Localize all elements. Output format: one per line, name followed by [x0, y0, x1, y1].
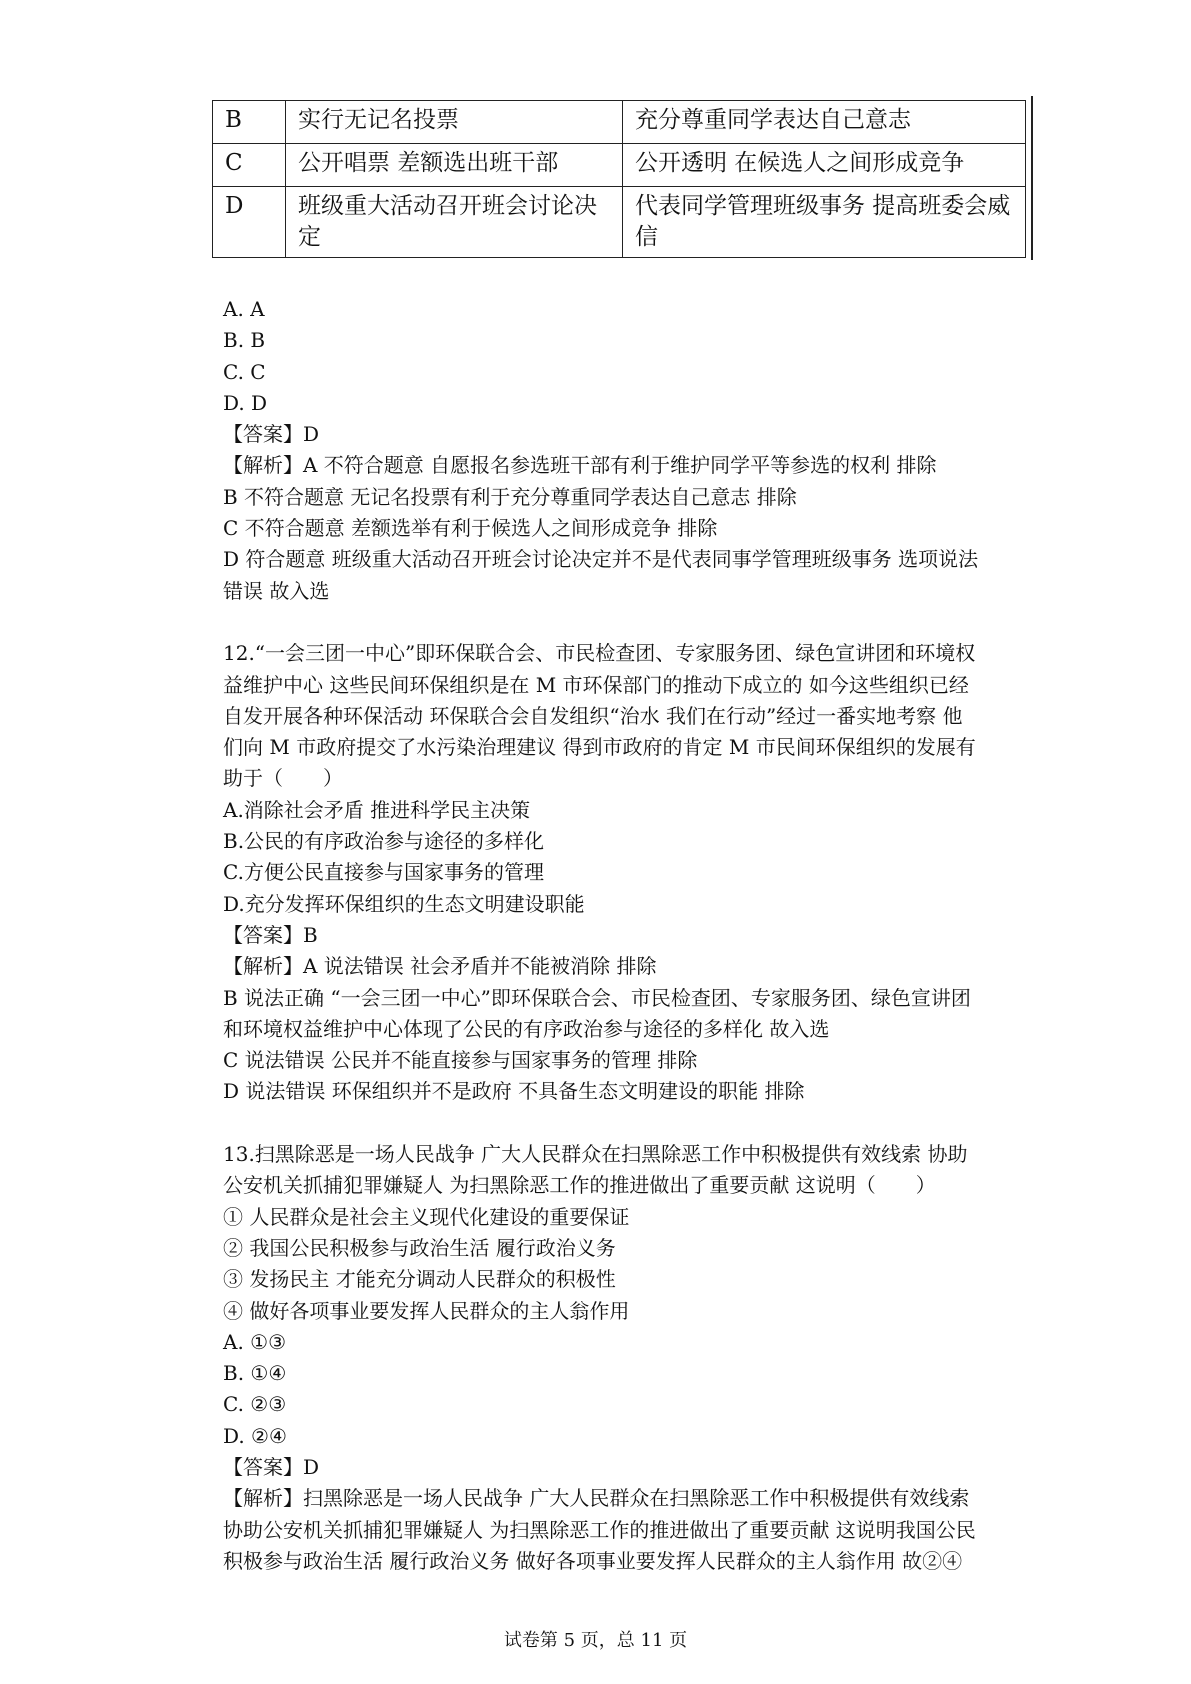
question-stem: 13.扫黑除恶是一场人民战争 广大人民群众在扫黑除恶工作中积极提供有效线索 协助	[223, 1142, 968, 1167]
analysis-line: 【解析】A 说法错误 社会矛盾并不能被消除 排除	[223, 954, 657, 979]
option-d: D.充分发挥环保组织的生态文明建设职能	[223, 891, 585, 916]
table-cell: 公开唱票 差额选出班干部	[286, 144, 623, 187]
table-border	[1031, 96, 1033, 260]
table-cell: C	[213, 144, 286, 187]
option-a: A.消除社会矛盾 推进科学民主决策	[223, 797, 531, 822]
spacer	[223, 1108, 1023, 1139]
table-cell: D	[213, 187, 286, 258]
option-b: B. B	[223, 328, 266, 353]
statement-3: ③ 发扬民主 才能充分调动人民群众的积极性	[223, 1267, 616, 1292]
question-content	[223, 294, 1023, 1577]
analysis-line: C 说法错误 公民并不能直接参与国家事务的管理 排除	[223, 1048, 698, 1073]
table-row	[213, 101, 1026, 144]
option-d: D. ②④	[223, 1423, 287, 1448]
table-cell: 公开透明 在候选人之间形成竞争	[623, 144, 1026, 187]
question-stem: 益维护中心 这些民间环保组织是在 M 市环保部门的推动下成立的 如今这些组织已经	[223, 672, 969, 697]
answer: 【答案】B	[223, 922, 318, 947]
analysis-line: B 说法正确 “一会三团一中心”即环保联合会、市民检查团、专家服务团、绿色宣讲团	[223, 985, 971, 1010]
answer: 【答案】D	[223, 1454, 320, 1479]
option-c: C. ②③	[223, 1392, 287, 1417]
answer: 【答案】D	[223, 422, 320, 447]
option-b: B. ①④	[223, 1361, 287, 1386]
table-row	[213, 144, 1026, 187]
statement-4: ④ 做好各项事业要发挥人民群众的主人翁作用	[223, 1298, 630, 1323]
table-cell: 班级重大活动召开班会讨论决定	[286, 187, 623, 258]
table-cell: 实行无记名投票	[286, 101, 623, 144]
option-a: A. ①③	[223, 1329, 287, 1354]
options-table	[212, 100, 1026, 258]
analysis-line: B 不符合题意 无记名投票有利于充分尊重同学表达自己意志 排除	[223, 484, 797, 509]
analysis-line: 【解析】扫黑除恶是一场人民战争 广大人民群众在扫黑除恶工作中积极提供有效线索	[223, 1486, 970, 1511]
question-stem: 们向 M 市政府提交了水污染治理建议 得到市政府的肯定 M 市民间环保组织的发展有	[223, 735, 976, 760]
table-cell: 充分尊重同学表达自己意志	[623, 101, 1026, 144]
option-b: B.公民的有序政治参与途径的多样化	[223, 829, 545, 854]
table-cell: 代表同学管理班级事务 提高班委会威信	[623, 187, 1026, 258]
table-row	[213, 187, 1026, 258]
option-c: C.方便公民直接参与国家事务的管理	[223, 860, 544, 885]
analysis-line: D 符合题意 班级重大活动召开班会讨论决定并不是代表同事学管理班级事务 选项说法	[223, 547, 979, 572]
question-stem: 自发开展各种环保活动 环保联合会自发组织“治水 我们在行动”经过一番实地考察 他	[223, 703, 963, 728]
option-a: A. A	[223, 297, 265, 321]
analysis-line: D 说法错误 环保组织并不是政府 不具备生态文明建设的职能 排除	[223, 1079, 805, 1104]
analysis-line: 积极参与政治生活 履行政治义务 做好各项事业要发挥人民群众的主人翁作用 故②④	[223, 1548, 963, 1573]
statement-1: ① 人民群众是社会主义现代化建设的重要保证	[223, 1204, 630, 1229]
question-stem: 公安机关抓捕犯罪嫌疑人 为扫黑除恶工作的推进做出了重要贡献 这说明（ ）	[223, 1173, 936, 1198]
option-d: D. D	[223, 390, 268, 415]
analysis-line: 错误 故入选	[223, 578, 330, 603]
table-cell: B	[213, 101, 286, 144]
analysis-line: 【解析】A 不符合题意 自愿报名参选班干部有利于维护同学平等参选的权利 排除	[223, 453, 937, 478]
page-footer: 试卷第 5 页，总 11 页	[503, 1630, 688, 1651]
spacer	[223, 607, 1023, 638]
analysis-line: C 不符合题意 差额选举有利于候选人之间形成竞争 排除	[223, 516, 718, 541]
analysis-line: 协助公安机关抓捕犯罪嫌疑人 为扫黑除恶工作的推进做出了重要贡献 这说明我国公民	[223, 1517, 976, 1542]
analysis-line: 和环境权益维护中心体现了公民的有序政治参与途径的多样化 故入选	[223, 1016, 830, 1041]
statement-2: ② 我国公民积极参与政治生活 履行政治义务	[223, 1235, 616, 1260]
question-stem: 12.“一会三团一中心”即环保联合会、市民检查团、专家服务团、绿色宣讲团和环境权	[223, 641, 976, 666]
question-stem: 助于（ ）	[223, 766, 343, 791]
option-c: C. C	[223, 359, 266, 384]
